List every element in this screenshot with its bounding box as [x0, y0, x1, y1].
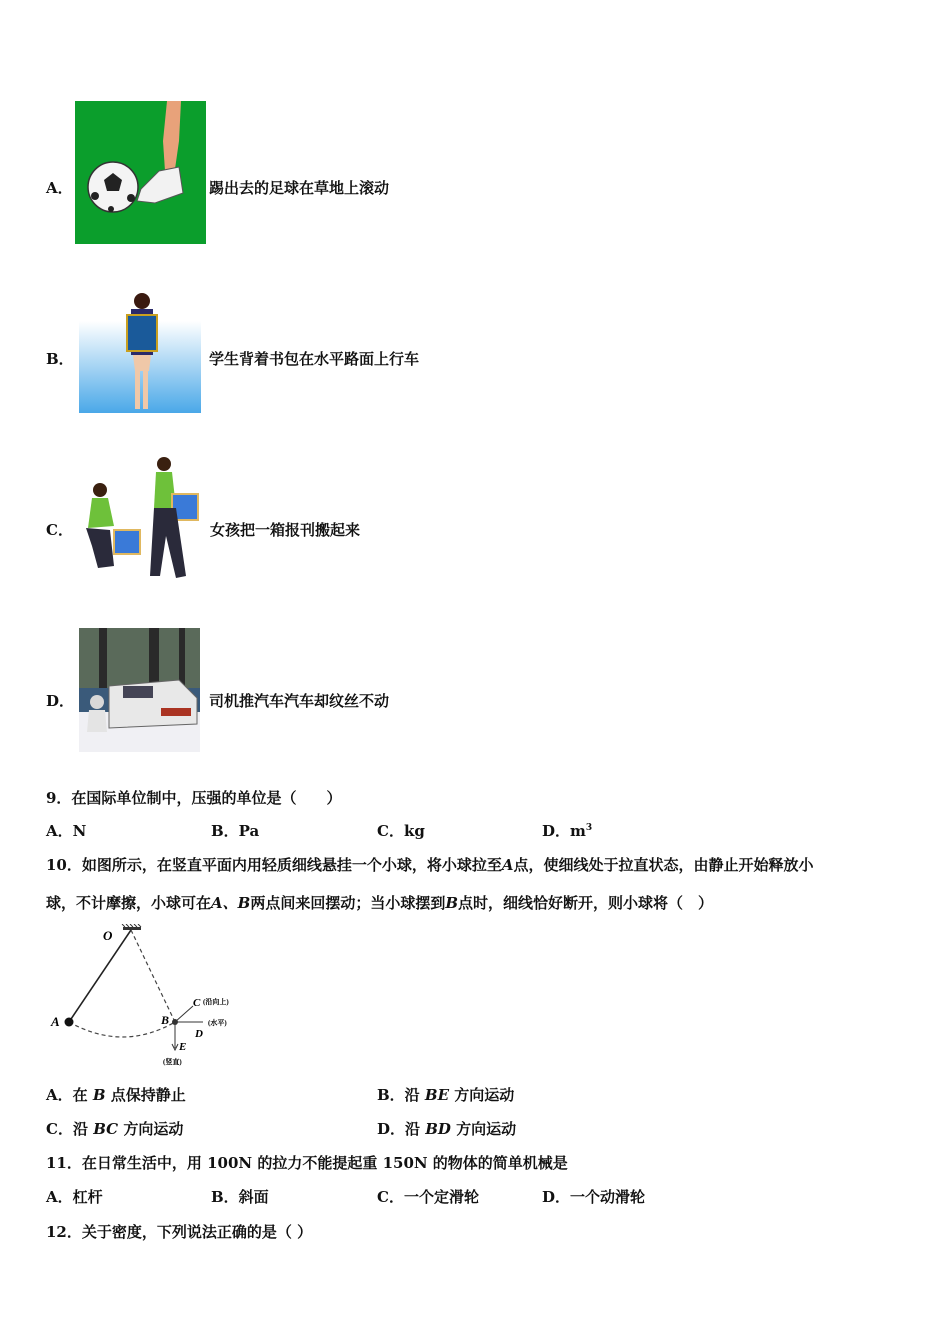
- point-a-label: A: [51, 1014, 60, 1029]
- question-9-option-c: C．kg: [377, 822, 425, 840]
- question-10-stem-line-2: 球，不计摩擦，小球可在A、B两点间来回摆动；当小球摆到B点时，细线恰好断开，则小球将（ ）: [46, 894, 714, 912]
- option-a-letter: A．: [46, 179, 73, 197]
- driver-pushing-car-picture: [79, 628, 200, 752]
- point-c-note: (沿向上): [203, 998, 229, 1006]
- question-11-option-b: B．斜面: [211, 1188, 269, 1206]
- question-11-stem: 11．在日常生活中，用 100N 的拉力不能提起重 150N 的物体的简单机械是: [46, 1154, 568, 1172]
- question-9-option-b: B．Pa: [211, 822, 260, 840]
- question-9-option-a: A．N: [46, 822, 87, 840]
- point-d-label: D: [195, 1028, 203, 1040]
- student-backpack-picture: [79, 293, 201, 413]
- question-12-stem: 12．关于密度，下列说法正确的是（ ）: [46, 1223, 313, 1241]
- option-d-text: 司机推汽车汽车却纹丝不动: [209, 692, 390, 710]
- option-a-text: 踢出去的足球在草地上滚动: [209, 179, 390, 197]
- question-9-stem: 9．在国际单位制中，压强的单位是（ ）: [46, 789, 342, 807]
- question-9-option-d: D．$m^3$: [542, 822, 593, 840]
- girl-lifting-box-picture: [78, 456, 202, 580]
- question-10-option-a: A．在 B 点保持静止: [46, 1086, 186, 1104]
- question-11-option-d: D．一个动滑轮: [542, 1188, 646, 1206]
- point-b-label: B: [161, 1013, 170, 1027]
- option-c-text: 女孩把一箱报刊搬起来: [210, 521, 361, 539]
- pendulum-diagram: [45, 924, 241, 1070]
- point-e-note: (竖直): [163, 1058, 182, 1066]
- question-11-option-a: A．杠杆: [46, 1188, 103, 1206]
- point-e-label: E: [179, 1041, 187, 1053]
- point-c-label: C: [193, 997, 201, 1009]
- question-10-option-d: D．沿 BD 方向运动: [377, 1120, 517, 1138]
- point-o-label: O: [103, 928, 113, 943]
- question-11-option-c: C．一个定滑轮: [377, 1188, 479, 1206]
- point-d-note: (水平): [208, 1019, 227, 1027]
- question-10-option-b: B．沿 BE 方向运动: [377, 1086, 515, 1104]
- question-10-option-c: C．沿 BC 方向运动: [46, 1120, 184, 1138]
- soccer-ball-kick-picture: [75, 101, 206, 244]
- question-10-stem-line-1: 10．如图所示，在竖直平面内用轻质细线悬挂一个小球，将小球拉至A点，使细线处于拉直状态，由静止开始释放小: [46, 856, 814, 874]
- option-c-letter: C．: [46, 521, 73, 539]
- option-d-letter: D．: [46, 692, 75, 710]
- option-b-letter: B．: [46, 350, 74, 368]
- option-b-text: 学生背着书包在水平路面上行车: [209, 350, 420, 368]
